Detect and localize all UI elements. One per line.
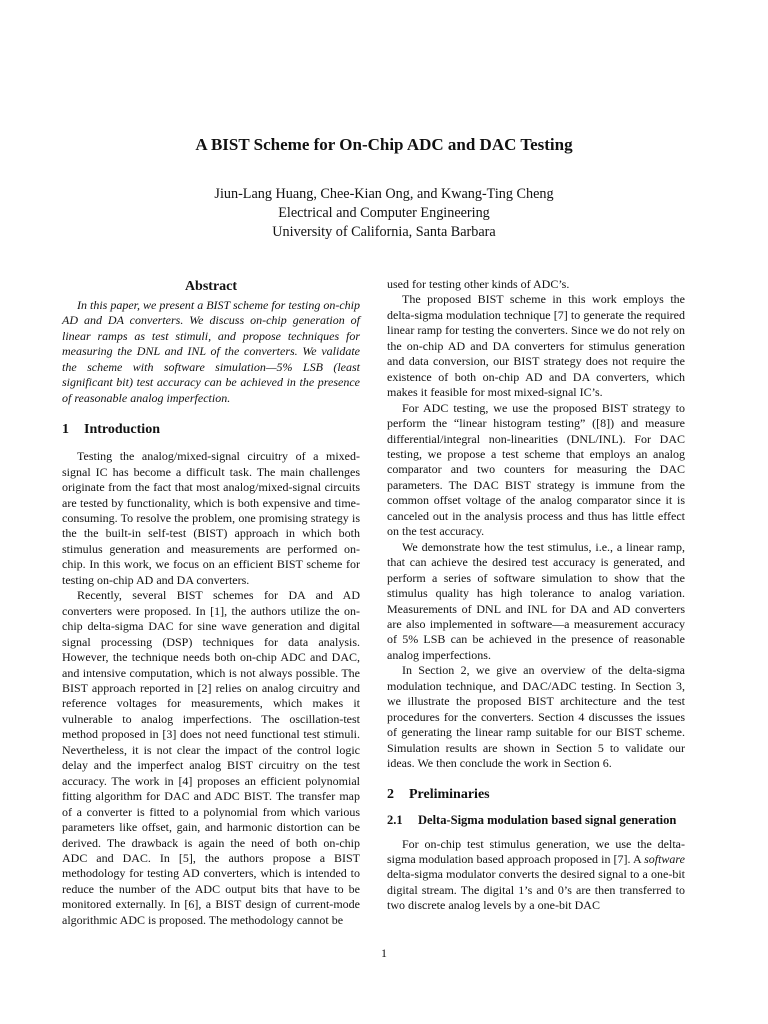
section-2-number: 2 bbox=[387, 786, 394, 802]
subsection-2-1-paragraph bbox=[387, 837, 685, 914]
left-column bbox=[62, 278, 360, 928]
intro-paragraph-1: Testing the analog/mixed-signal circuitry of a mixed-signal IC has become a difficult task. The main challenges originate from the fact that most analog/mixed-signal circuits are tested by functionality, which is both expensive and time-consuming. To resolve the problem, one promising strategy is the the built-in self-test (BIST) approach in which both stimulus generation and measurements are performed on-chip. In this work, we focus on an efficient BIST scheme for testing on-chip AD and DA converters. bbox=[62, 449, 360, 587]
subsection-text-after: delta-sigma modulator converts the desired signal to a one-bit digital stream. The digital 1’s and 0’s are then transferred to two discrete analog levels by a one-bit DAC bbox=[387, 867, 685, 913]
subsection-text-emphasis: software bbox=[644, 851, 685, 866]
section-1-number: 1 bbox=[62, 422, 69, 438]
subsection-2-1-heading bbox=[387, 812, 685, 828]
section-1-heading bbox=[62, 421, 360, 439]
author-names: Jiun-Lang Huang, Chee-Kian Ong, and Kwang-Ting Cheng bbox=[214, 186, 554, 202]
paper-title: A BIST Scheme for On-Chip ADC and DAC Testing bbox=[195, 135, 573, 154]
section-2-title: Preliminaries bbox=[409, 786, 490, 802]
author-institution: University of California, Santa Barbara bbox=[272, 224, 496, 240]
body-paragraph-3: We demonstrate how the test stimulus, i.e., a linear ramp, that can achieve the desired test accuracy is generated, and perform a series of software simulation to show that the stimulus quality has high tolerance to analog variation. Measurements of DNL and INL for DA and AD converters are also implemented in software—a measurement accuracy of 5% LSB can be achieved in the presence of reasonable analog imperfections. bbox=[387, 539, 685, 662]
section-1-title: Introduction bbox=[84, 422, 160, 438]
abstract-heading: Abstract bbox=[184, 279, 238, 294]
continued-paragraph: used for testing other kinds of ADC’s. bbox=[387, 277, 570, 291]
subsection-text-before: For on-chip test stimulus generation, we use the delta-sigma modulation based approach proposed in [7]. A bbox=[387, 836, 685, 866]
intro-paragraph-2: Recently, several BIST schemes for DA and AD converters were proposed. In [1], the authors utilize the on-chip delta-sigma DAC for sine wave generation and digital signal processing (DSP) techniques for data analysis. However, the technique needs both on-chip ADC and DAC, and intensive computation, which is not always possible. The BIST approach reported in [2] relies on analog circuitry and reference voltages for measurements, which makes it vulnerable to analog imperfections. The oscillation-test method proposed in [3] does not need functional test stimuli. Nevertheless, it is not clear the impact of the control logic delay and the imperfect analog BIST circuitry on the test accuracy. The work in [4] proposes an efficient polynomial fitting algorithm for DAC and ADC BIST. The transfer map of a converter is fitted to a polynomial from which various parameters like offset, gain, and harmonic distortion can be derived. The drawback is again the need of both on-chip ADC and DAC. In [5], the authors propose a BIST methodology for testing AD converters, which is intended to reduce the number of the ADC output bits that have to be monitored externally. In [6], a BIST design of current-mode algorithmic ADC is proposed. The methodology cannot be bbox=[62, 588, 360, 927]
subsection-2-1-number: 2.1 bbox=[387, 812, 403, 827]
author-block bbox=[0, 185, 768, 242]
abstract-text: In this paper, we present a BIST scheme for testing on-chip AD and DA converters. We discuss on-chip generation of linear ramps as test stimuli, and propose techniques for measuring the DNL and INL of the converters. We validate the scheme with software simulation—5% LSB (least significant bit) test accuracy can be achieved in the presence of reasonable analog imperfection. bbox=[62, 298, 360, 405]
author-department: Electrical and Computer Engineering bbox=[278, 205, 490, 221]
body-paragraph-2: For ADC testing, we use the proposed BIST strategy to perform the “linear histogram testing” ([8]) and measure differential/integral non-linearities (DNL/INL). For DAC testing, we propose a test scheme that employs an analog comparator and two counters for measuring the DAC parameters. The DAC BIST strategy is immune from the common offset voltage of the analog comparator since it is canceled out in the analysis process and thus has little effect on the test accuracy. bbox=[387, 400, 685, 539]
body-paragraph-4: In Section 2, we give an overview of the delta-sigma modulation technique, and DAC/ADC testing. In Section 3, we illustrate the proposed BIST architecture and the test procedures for the converters. Section 4 discusses the issues of generating the linear ramp suitable for our BIST scheme. Simulation results are shown in Section 5 to validate our ideas. We then conclude the work in Section 6. bbox=[387, 663, 685, 771]
page-number: 1 bbox=[381, 946, 387, 960]
right-column bbox=[387, 277, 685, 914]
subsection-2-1-title: Delta-Sigma modulation based signal generation bbox=[418, 812, 677, 827]
section-2-heading bbox=[387, 786, 685, 804]
body-paragraph-1: The proposed BIST scheme in this work employs the delta-sigma modulation technique [7] to generate the required linear ramp for testing the converters. Since we do not rely on the on-chip AD and DA converters for stimulus generation and data conversion, our BIST strategy does not require the existence of both on-chip AD and DA converters, which makes it feasible for most mixed-signal IC’s. bbox=[387, 292, 685, 400]
